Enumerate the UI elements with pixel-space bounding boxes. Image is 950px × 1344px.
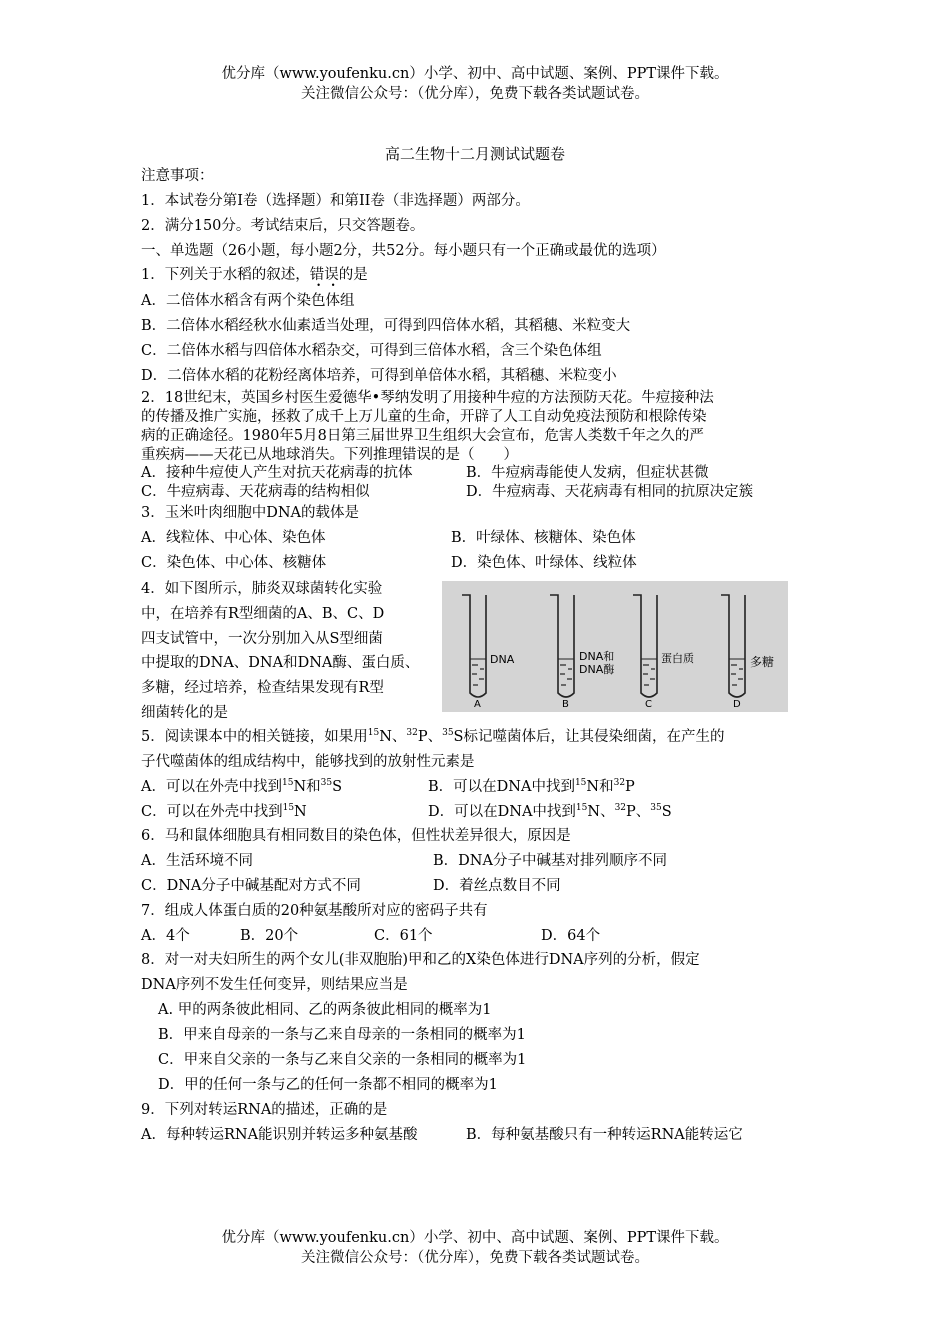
tube-c [633,595,694,710]
q7-stem: 7．组成人体蛋白质的20种氨基酸所对应的密码子共有 [141,903,488,919]
q1-option-d: D．二倍体水稻的花粉经离体培养，可得到单倍体水稻，其稻穗、米粒变小 [141,368,617,384]
q6-option-b: B．DNA分子中碱基对排列顺序不同 [433,853,667,869]
q6-stem: 6．马和鼠体细胞具有相同数目的染色体，但性状差异很大，原因是 [141,828,571,844]
q5-d-mid-1: N、 [587,804,615,820]
q6-option-c: C．DNA分子中碱基配对方式不同 [141,878,361,894]
q5-sup-35: 35 [442,728,454,738]
q8-stem-line-2: DNA序列不发生任何变异，则结果应当是 [141,977,408,993]
q2-stem-line-4: 重疾病——天花已从地球消失。下列推理错误的是（ ） [141,447,518,463]
q4-stem-line-3: 四支试管中，一次分别加入从S型细菌 [141,631,383,647]
q4-stem-line-6: 细菌转化的是 [141,705,228,721]
tube-b-letter: B [562,699,569,710]
page-header [0,64,950,104]
q5-option-a [141,777,342,797]
q5-b-mid: N和 [586,779,614,795]
q5-stem-line-2: 子代噬菌体的组成结构中，能够找到的放射性元素是 [141,754,475,770]
q1-stem [141,265,368,285]
q2-stem-line-2: 的传播及推广实施，拯救了成千上万儿童的生命，开辟了人工自动免疫法预防和根除传染 [141,409,707,425]
q5-d-sup-15: 15 [575,803,588,813]
q5-b-sup-15: 15 [574,778,587,788]
q5-d-sup-32: 32 [614,803,627,813]
q5-b-sup-32: 32 [613,778,626,788]
q5-option-d [428,802,672,822]
q6-option-a: A．生活环境不同 [141,853,253,869]
q5-b-pre: B．可以在DNA中找到 [428,779,575,795]
tube-d [721,595,774,710]
q4-stem-line-1: 4．如下图所示，肺炎双球菌转化实验 [141,581,383,597]
tube-a-label: DNA [490,653,515,666]
test-tube-diagram [442,581,788,712]
q5-d-end: S [661,804,672,820]
q7-option-b: B．20个 [240,928,299,944]
footer-line-1: 优分库（www.youfenku.cn）小学、初中、高中试题、案例、PPT课件下载。 [221,1230,729,1246]
tube-b-label-1: DNA和 [579,650,615,663]
q6-option-d: D．着丝点数目不同 [433,878,561,894]
q1-option-b: B．二倍体水稻经秋水仙素适当处理，可得到四倍体水稻，其稻穗、米粒变大 [141,318,631,334]
q5-sup-15: 15 [367,728,380,738]
tube-d-label: 多糖 [750,655,775,669]
q2-stem-line-1: 2．18世纪末，英国乡村医生爱德华•琴纳发明了用接种牛痘的方法预防天花。牛痘接种法 [141,390,714,406]
q1-option-c: C．二倍体水稻与四倍体水稻杂交，可得到三倍体水稻，含三个染色体组 [141,343,602,359]
q5-stem-text-c: P、 [417,729,443,745]
tube-a [462,595,515,710]
q1-emphasis-1: 错 [309,267,325,283]
tube-b [550,595,614,710]
q5-d-pre: D．可以在DNA中找到 [428,804,576,820]
tube-a-letter: A [474,699,481,710]
q1-option-a: A．二倍体水稻含有两个染色体组 [141,293,355,309]
header-line-2: 关注微信公众号：（优分库），免费下载各类试题试卷。 [301,86,649,102]
q8-option-a: A. 甲的两条彼此相同、乙的两条彼此相同的概率为1 [158,1002,492,1018]
q5-a-mid: N和 [293,779,321,795]
q3-option-d: D．染色体、叶绿体、线粒体 [451,555,637,571]
q5-a-end: S [332,779,343,795]
q5-option-b [428,777,635,797]
q5-b-end: P [625,779,635,795]
q5-sup-32: 32 [406,728,418,738]
q1-stem-pre: 1．下列关于水稻的叙述， [141,267,310,283]
q2-stem-line-3: 病的正确途径。1980年5月8日第三届世界卫生组织大会宣布，危害人类数千年之久的严 [141,428,704,444]
q9-stem: 9．下列对转运RNA的描述，正确的是 [141,1102,388,1118]
notice-heading: 注意事项： [141,168,214,184]
q9-option-a: A．每种转运RNA能识别并转运多种氨基酸 [141,1127,418,1143]
q8-stem-line-1: 8．对一对夫妇所生的两个女儿(非双胞胎)甲和乙的X染色体进行DNA序列的分析，假定 [141,952,700,968]
q5-c-end: N [294,804,307,820]
q5-d-sup-35: 35 [650,803,662,813]
q1-stem-post: 的是 [338,267,368,283]
q5-option-c [141,802,307,822]
q2-option-a: A．接种牛痘使人产生对抗天花病毒的抗体 [141,465,413,481]
q1-emphasis-2: 误 [324,267,339,283]
test-tube-figure [442,581,788,712]
footer-line-2: 关注微信公众号：（优分库），免费下载各类试题试卷。 [301,1250,649,1266]
q5-a-pre: A．可以在外壳中找到 [141,779,282,795]
section-heading: 一、单选题（26小题，每小题2分，共52分。每小题只有一个正确或最优的选项） [141,243,666,259]
q2-option-d: D．牛痘病毒、天花病毒有相同的抗原决定簇 [466,484,754,500]
q4-stem-line-2: 中，在培养有R型细菌的A、B、C、D [141,606,385,622]
q3-option-a: A．线粒体、中心体、染色体 [141,530,326,546]
q7-option-d: D．64个 [541,928,601,944]
q5-stem-text-a: 5．阅读课本中的相关链接，如果用 [141,729,368,745]
q7-option-c: C．61个 [374,928,433,944]
q5-stem-text-d: S标记噬菌体后，让其侵染细菌，在产生的 [453,729,725,745]
q3-option-b: B．叶绿体、核糖体、染色体 [451,530,636,546]
q4-stem-line-5: 多糖，经过培养，检查结果发现有R型 [141,680,384,696]
tube-d-letter: D [733,699,741,710]
q3-stem: 3．玉米叶肉细胞中DNA的载体是 [141,505,360,521]
q7-option-a: A．4个 [141,928,190,944]
q8-option-d: D．甲的任何一条与乙的任何一条都不相同的概率为1 [158,1077,498,1093]
q5-c-sup-15: 15 [282,803,295,813]
notice-item-1: 1．本试卷分第Ⅰ卷（选择题）和第II卷（非选择题）两部分。 [141,193,530,209]
q3-option-c: C．染色体、中心体、核糖体 [141,555,327,571]
q5-d-mid-2: P、 [626,804,651,820]
notice-item-2: 2．满分150分。考试结束后，只交答题卷。 [141,218,425,234]
q9-option-b: B．每种氨基酸只有一种转运RNA能转运它 [466,1127,743,1143]
q2-option-c: C．牛痘病毒、天花病毒的结构相似 [141,484,370,500]
q5-stem-line-1 [141,727,724,747]
q5-a-sup-15: 15 [281,778,294,788]
q4-stem-line-4: 中提取的DNA、DNA和DNA酶、蛋白质、 [141,655,420,671]
q5-stem-text-b: N、 [379,729,407,745]
q8-option-b: B．甲来自母亲的一条与乙来自母亲的一条相同的概率为1 [158,1027,526,1043]
q5-a-sup-35: 35 [320,778,333,788]
tube-c-letter: C [645,699,652,710]
q2-option-b: B．牛痘病毒能使人发病，但症状甚微 [466,465,709,481]
q8-option-c: C．甲来自父亲的一条与乙来自父亲的一条相同的概率为1 [158,1052,527,1068]
tube-c-label: 蛋白质 [661,652,694,665]
document-title: 高二生物十二月测试试题卷 [384,145,565,163]
tube-b-label-2: DNA酶 [579,663,615,676]
header-line-1: 优分库（www.youfenku.cn）小学、初中、高中试题、案例、PPT课件下载。 [221,66,729,82]
page-footer [0,1228,950,1268]
q5-c-pre: C．可以在外壳中找到 [141,804,283,820]
